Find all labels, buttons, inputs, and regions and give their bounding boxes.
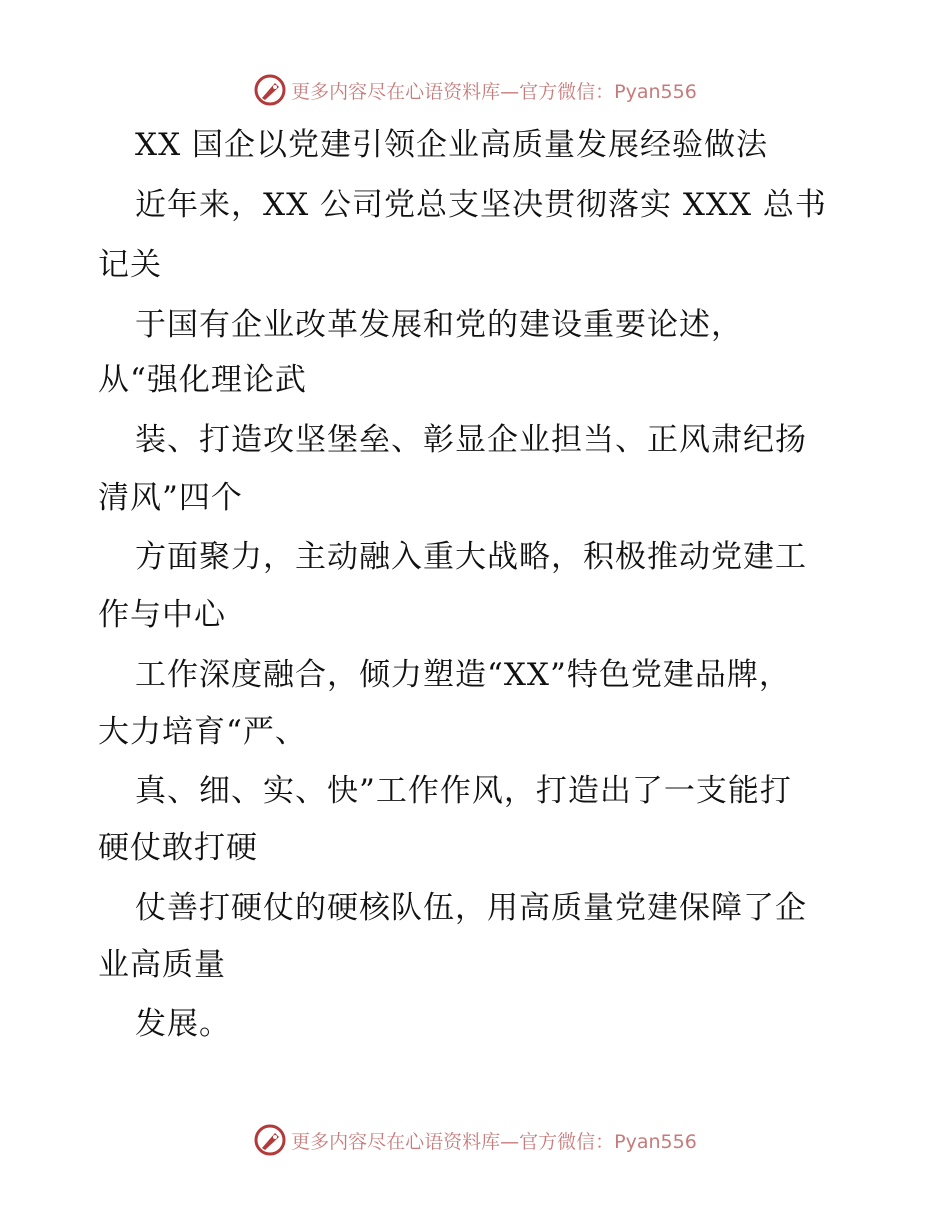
watermark-banner-top (0, 70, 950, 110)
pen-nib-logo-icon (253, 73, 287, 107)
watermark-text: 更多内容尽在心语资料库—官方微信：Pyan556 (291, 1130, 697, 1153)
pen-nib-logo-icon (253, 1123, 287, 1157)
paragraph-line: 从“强化理论武 (98, 362, 307, 398)
watermark-banner-bottom (0, 1120, 950, 1160)
paragraph-line: 硬仗敢打硬 (98, 830, 258, 866)
paragraph-line: 记关 (98, 247, 162, 283)
paragraph-line: 业高质量 (98, 947, 226, 983)
document-title: XX 国企以党建引领企业高质量发展经验做法 (135, 127, 768, 163)
paragraph-line: 真、细、实、快”工作作风，打造出了一支能打 (135, 773, 792, 809)
paragraph-line: 清风”四个 (98, 480, 243, 516)
paragraph-line: 方面聚力，主动融入重大战略，积极推动党建工 (135, 539, 807, 575)
paragraph-line: 近年来，XX 公司党总支坚决贯彻落实 XXX 总书 (135, 187, 827, 223)
paragraph-line: 作与中心 (98, 597, 226, 633)
paragraph-line: 大力培育“严、 (98, 714, 307, 750)
paragraph-line: 工作深度融合，倾力塑造“XX”特色党建品牌， (135, 657, 791, 693)
paragraph-line: 于国有企业改革发展和党的建设重要论述， (135, 307, 743, 343)
paragraph-line: 发展。 (135, 1006, 231, 1042)
paragraph-line: 仗善打硬仗的硬核队伍，用高质量党建保障了企 (135, 890, 807, 926)
paragraph-line: 装、打造攻坚堡垒、彰显企业担当、正风肃纪扬 (135, 422, 807, 458)
watermark-text: 更多内容尽在心语资料库—官方微信：Pyan556 (291, 80, 697, 103)
